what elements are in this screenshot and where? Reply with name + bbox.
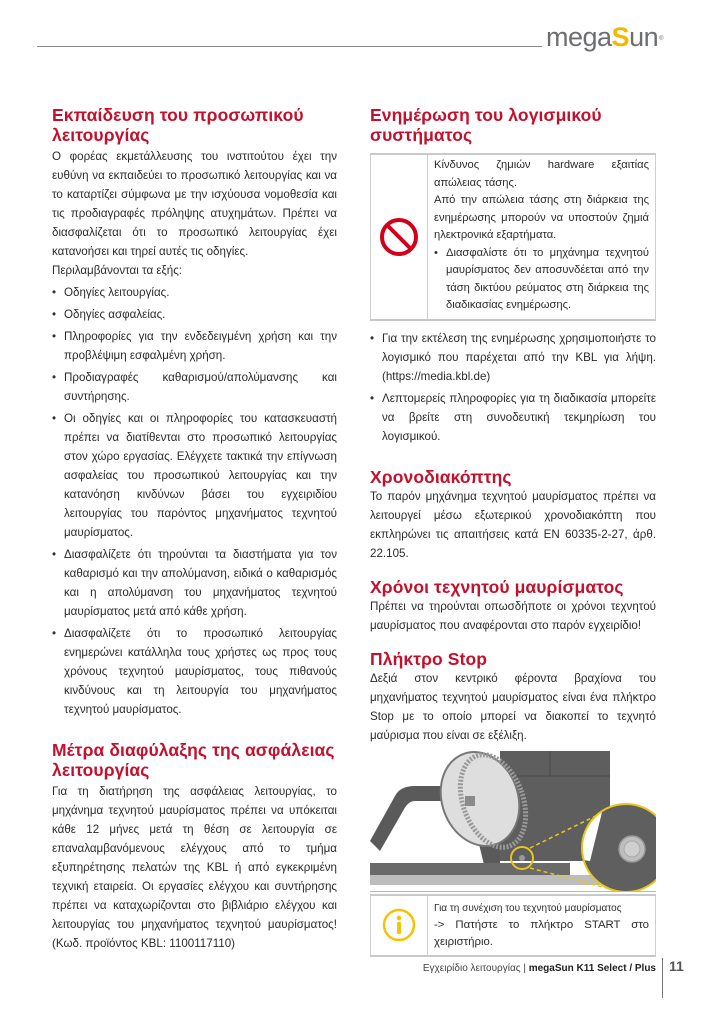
list-item: • Διασφαλίζετε ότι τηρούνται τα διαστήματα για τον καθαρισμό και την απολύμανση, ειδικά ο καθαρισμός και η απολύμανση του μηχανήματος τεχνητού μαυρίσματος μετά από κάθε χρήση. [52,545,337,621]
safety-measures-heading: Μέτρα διαφύλαξης της ασφάλειας λειτουργίας [52,740,335,780]
training-section [52,105,337,719]
hardware-warning-box [370,153,656,321]
safety-measures-section [52,740,337,953]
tanning-times-heading: Χρόνοι τεχνητού μαυρίσματος [370,576,624,597]
list-item: • Διασφαλίζετε ότι το προσωπικό λειτουργίας ενημερώνει κατάλληλα τους χρήστες ως προς τους χρόνους τεχνητού μαυρίσματος, τους πιθανούς κινδύνους και τη λειτουργία του μηχανήματος τεχνητού μαυρίσματος. [52,624,337,719]
list-item: • Λεπτομερείς πληροφορίες για τη διαδικασία μπορείτε να βρείτε στη συνοδευτική τεκμηρίωση του λογισμικού. [370,389,656,446]
warning-icon-cell [370,155,428,319]
training-intro: Ο φορέας εκμετάλλευσης του ινστιτούτου έχει την ευθύνη να εκπαιδεύει το προσωπικό λειτουργίας και να το καταρτίζει σύμφωνα με την ισχύουσα νομοθεσία και τις προδιαγραφές πρόληψης ατυχημάτων. Πρέπει να διασφαλίζεται ότι το προσωπικό λειτουργίας έχει κατανοήσει και τηρεί αυτές τις οδηγίες. [52,150,337,258]
stop-button-body: Δεξιά στον κεντρικό φέροντα βραχίονα του μηχανήματος τεχνητού μαυρίσματος είναι ένα πλήκτρο Stop με το οποίο μπορεί να διακοπεί το τεχνητό μαύρισμα που είναι σε εξέλιξη. [370,671,656,742]
warning-bullet: • Διασφαλίστε ότι το μηχάνημα τεχνητού μαυρίσματος δεν αποσυνδέεται από την τάση δικτύου ρεύματος στη διάρκεια της διαδικασίας ενημέρωσης. [434,245,649,315]
training-heading: Εκπαίδευση του προσωπικού λειτουργίας [52,105,304,145]
training-list [52,283,337,719]
tanning-times-section [370,577,656,635]
megasun-logo: megaSun® [546,22,664,52]
includes-label: Περιλαμβάνονται τα εξής: [52,264,182,277]
info-text-cell [428,896,656,955]
info-icon [382,908,416,942]
tanning-times-body: Πρέπει να τηρούνται οπωσδήποτε οι χρόνοι τεχνητού μαυρίσματος που αναφέρονται στο παρόν εγχειρίδιο! [370,599,656,632]
list-item: • Πληροφορίες για την ενδεδειγμένη χρήση και την προβλέψιμη εσφαλμένη χρήση. [52,327,337,365]
list-item: • Οι οδηγίες και οι πληροφορίες του κατασκευαστή πρέπει να διατίθενται στο προσωπικό λειτουργίας στον χώρο εργασίας. Ελέγχετε τακτικά την επίγνωση ασφαλείας του προσωπικού λειτουργίας και την κατανόηση κινδύνων βάσει του εγχειριδίου λειτουργίας του παρόντος μηχανήματος τεχνητού μαυρίσματος. [52,409,337,542]
warning-line-1: Κίνδυνος ζημιών hardware εξαιτίας απώλειας τάσης. [434,159,649,189]
warning-text-cell [428,155,656,319]
info-line-2: -> Πατήστε το πλήκτρο START στο χειριστήριο. [434,918,649,948]
left-column [52,105,337,953]
product-name: megaSun K11 Select / Plus [528,963,656,974]
manual-label: Εγχειρίδιο λειτουργίας | [422,963,529,974]
info-line-1: Για τη συνέχιση του τεχνητού μαυρίσματος [434,902,622,914]
stop-button-heading: Πλήκτρο Stop [370,648,488,669]
software-update-list [370,329,656,446]
info-icon-cell [370,896,428,955]
software-update-heading: Ενημέρωση του λογισμικού συστήματος [370,105,602,145]
info-box [370,894,656,957]
software-update-section [370,105,656,446]
footer [380,963,656,974]
timer-body: Το παρόν μηχάνημα τεχνητού μαυρίσματος πρέπει να λειτουργεί μέσω εξωτερικού χρονοδιακόπτη που εκπληρώνει τις απαιτήσεις κατά EN 60335-2-27, άρθ. 22.105. [370,489,656,560]
right-column [370,105,656,957]
list-item: • Οδηγίες λειτουργίας. [52,283,337,302]
list-item: • Οδηγίες ασφαλείας. [52,305,337,324]
safety-measures-body: Για τη διατήρηση της ασφάλειας λειτουργίας, το μηχάνημα τεχνητού μαυρίσματος πρέπει να υπόκειται κάθε 12 μήνες μετά τη θέση σε λειτουργία σε επαναλαμβανόμενους ελέγχους από το τμήμα εξυπηρέτησης πελατών της KBL ή από εγκεκριμένη τεχνική εταιρεία. Οι εργασίες ελέγχου και συντήρησης πρέπει να καταχωρίζονται στο βιβλιάριο ελέγχου και λειτουργίας του μηχανήματος τεχνητού μαυρίσματος! (Κωδ. προϊόντος KBL: 1100117110) [52,785,337,950]
warning-line-2: Από την απώλεια τάσης στη διάρκεια της ενημέρωσης μπορούν να υποστούν ζημιά ηλεκτρονικά εξαρτήματα. [434,194,649,241]
list-item: • Για την εκτέλεση της ενημέρωσης χρησιμοποιήστε το λογισμικό που παρέχεται από την KBL για λήψη. (https://media.kbl.de) [370,329,656,386]
stop-button-illustration [370,751,656,892]
prohibition-icon [379,217,419,257]
footer-divider [662,958,663,998]
list-item: • Προδιαγραφές καθαρισμού/απολύμανσης και συντήρησης. [52,368,337,406]
timer-heading: Χρονοδιακόπτης [370,466,512,487]
page-number: 11 [669,958,684,974]
header-rule [37,46,542,47]
timer-section [370,467,656,563]
stop-button-section [370,649,656,957]
